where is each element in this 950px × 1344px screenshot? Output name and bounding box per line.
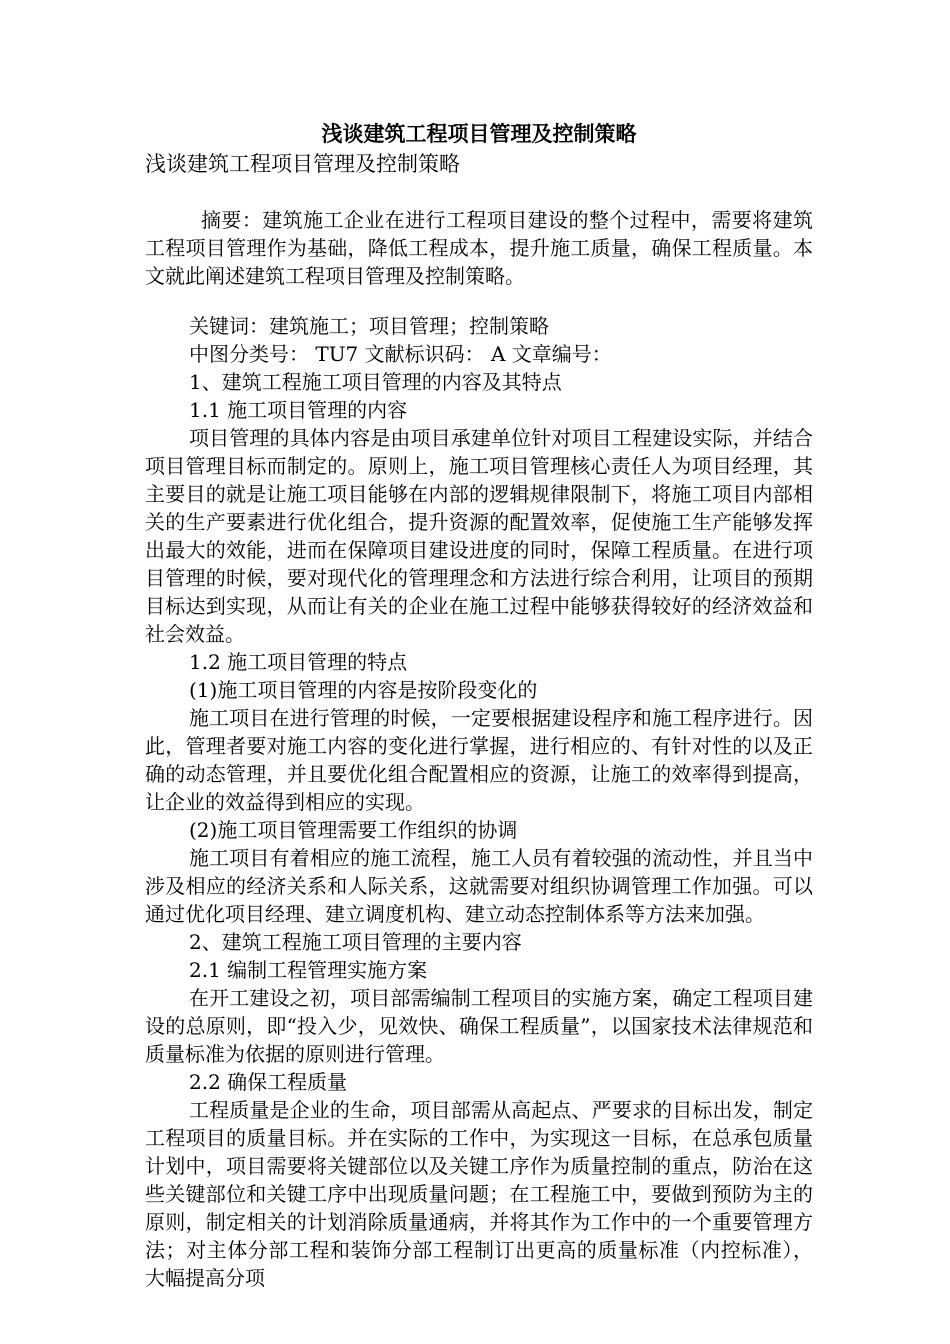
section-heading-1: 1、建筑工程施工项目管理的内容及其特点 <box>189 370 562 394</box>
abstract-paragraph: 摘要：建筑施工企业在进行工程项目建设的整个过程中，需要将建筑工程项目管理作为基础，降低工程成本，提升施工质量，确保工程质量。本文就此阐述建筑工程项目管理及控制策略。 <box>145 208 813 288</box>
blank-line <box>145 178 813 206</box>
document-title: 浅谈建筑工程项目管理及控制策略 <box>321 121 637 146</box>
paragraph-2-2: 工程质量是企业的生命，项目部需从高起点、严要求的目标出发，制定工程项目的质量目标。并在实际的工作中，为实现这一目标，在总承包质量计划中，项目需要将关键部位以及关键工序作为质量控制的重点，防治在这些关键部位和关键工序中出现质量问题；在工程施工中，要做到预防为主的原则，制定相关的计划消除质量通病，并将其作为工作中的一个重要管理方法；对主体分部工程和装饰分部工程制订出更高的质量标准（内控标准），大幅提高分项 <box>145 1098 813 1290</box>
section-heading-1-1: 1.1 施工项目管理的内容 <box>189 398 408 422</box>
point-heading-1: (1)施工项目管理的内容是按阶段变化的 <box>189 678 538 702</box>
document-subtitle: 浅谈建筑工程项目管理及控制策略 <box>145 152 460 176</box>
paragraph-2-1: 在开工建设之初，项目部需编制工程项目的实施方案，确定工程项目建设的总原则，即“投入少，见效快、确保工程质量”，以国家技术法律规范和质量标准为依据的原则进行管理。 <box>145 986 813 1066</box>
blank-line <box>145 290 813 312</box>
section-heading-1-2: 1.2 施工项目管理的特点 <box>189 650 408 674</box>
paragraph-point-2: 施工项目有着相应的施工流程，施工人员有着较强的流动性，并且当中涉及相应的经济关系和人际关系，这就需要对组织协调管理工作加强。可以通过优化项目经理、建立调度机构、建立动态控制体系等方法来加强。 <box>145 846 813 926</box>
section-heading-2-1: 2.1 编制工程管理实施方案 <box>189 958 428 982</box>
keywords-line: 关键词：建筑施工；项目管理；控制策略 <box>189 314 549 338</box>
point-heading-2: (2)施工项目管理需要工作组织的协调 <box>189 818 518 842</box>
section-heading-2: 2、建筑工程施工项目管理的主要内容 <box>189 930 522 954</box>
paragraph-1-1: 项目管理的具体内容是由项目承建单位针对项目工程建设实际，并结合项目管理目标而制定的。原则上，施工项目管理核心责任人为项目经理，其主要目的就是让施工项目能够在内部的逻辑规律限制下，将施工项目内部相关的生产要素进行优化组合，提升资源的配置效率，促使施工生产能够发挥出最大的效能，进而在保障项目建设进度的同时，保障工程质量。在进行项目管理的时候，要对现代化的管理理念和方法进行综合利用，让项目的预期目标达到实现，从而让有关的企业在施工过程中能够获得较好的经济效益和社会效益。 <box>145 426 813 646</box>
paragraph-point-1: 施工项目在进行管理的时候，一定要根据建设程序和施工程序进行。因此，管理者要对施工内容的变化进行掌握，进行相应的、有针对性的以及正确的动态管理，并且要优化组合配置相应的资源，让施工的效率得到提高，让企业的效益得到相应的实现。 <box>145 706 813 814</box>
classification-line: 中图分类号： TU7 文献标识码： A 文章编号： <box>189 342 612 366</box>
section-heading-2-2: 2.2 确保工程质量 <box>189 1070 348 1094</box>
document-page <box>145 118 813 1292</box>
